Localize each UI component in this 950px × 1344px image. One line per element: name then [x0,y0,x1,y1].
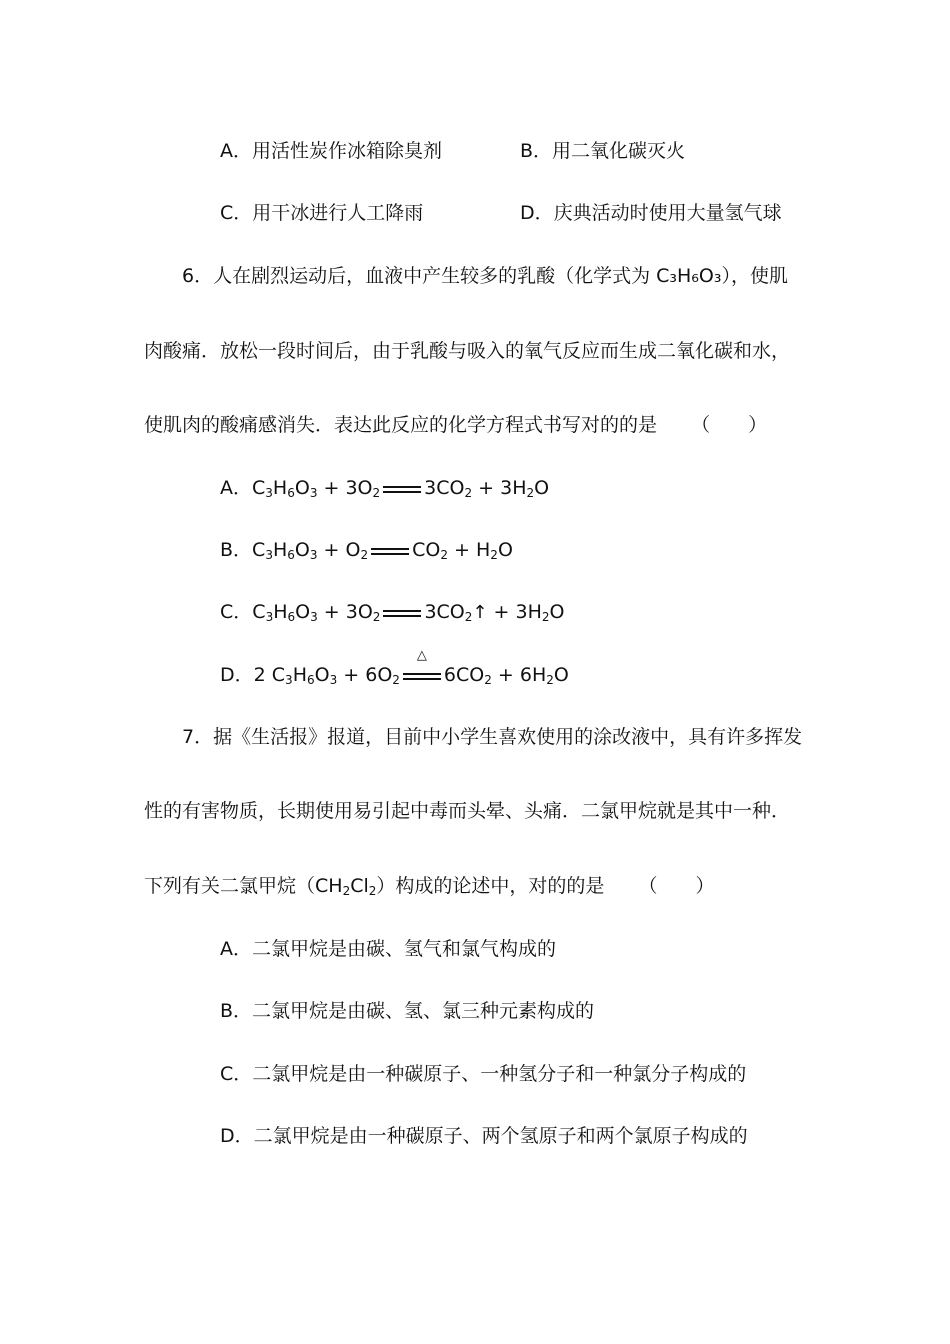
answer-bracket-open: （ [638,875,658,897]
answer-bracket-open: （ [691,414,711,436]
q5-option-b: B．用二氧化碳灭火 [520,140,686,162]
q6-option-a: A．$C_3H_6O_3 + 3O_2$ $3CO_2 + 3H_2O$ [220,477,550,500]
q6-option-b: B．$C_3H_6O_3 + O_2$ $CO_2 + H_2O$ [220,539,513,562]
equals-sign [370,538,410,562]
q7-option-d: D．二氯甲烷是由一种碳原子、两个氢原子和两个氯原子构成的 [220,1125,748,1147]
q7-stem-text-cl: Cl [350,875,369,897]
q7-option-c: C．二氯甲烷是由一种碳原子、一种氢分子和一种氯分子构成的 [220,1063,747,1085]
q7-stem-text-pre: 下列有关二氯甲烷（CH [144,875,343,897]
q7-option-b: B．二氯甲烷是由碳、氢、氯三种元素构成的 [220,1000,595,1022]
q5-option-c: C．用干冰进行人工降雨 [220,202,424,224]
q7-stem-line-3: 下列有关二氯甲烷$(CH_2Cl_2)$构成的论述中，对的的是 （ ） [144,875,715,898]
q6-stem-line-2: 肉酸痛．放松一段时间后，由于乳酸与吸入的氧气反应而生成二氧化碳和水， [144,340,791,362]
q6-stem-text: 使肌肉的酸痛感消失．表达此反应的化学方程式书写对的的是 [144,414,658,436]
equals-sign [382,600,422,624]
q7-stem-line-2: 性的有害物质，长期使用易引起中毒而头晕、头痛．二氯甲烷就是其中一种． [144,800,791,822]
q7-stem-text-end: ）构成的论述中，对的的是 [376,875,605,897]
q6-option-c: C．$C_3H_6O_3 + 3O_2$ $3CO_2↑ + 3H_2O$ [220,601,565,624]
heating-equals-sign [402,648,442,687]
q6-option-d: D．2 $C_3H_6O_3 + 6O_2$ △ $6CO_2 + 6H_2O$ [220,648,569,687]
option-label: D． [220,664,254,686]
delta-icon: △ [416,648,427,663]
option-label: B． [220,539,253,561]
option-label: A． [220,477,252,499]
option-label: C． [220,601,253,623]
q7-option-a: A．二氯甲烷是由碳、氢气和氯气构成的 [220,938,556,960]
q7-stem-line-1: 7．据《生活报》报道，目前中小学生喜欢使用的涂改液中，具有许多挥发 [182,726,803,748]
equals-sign [382,476,422,500]
q6-stem-line-3 [144,413,767,437]
q5-option-d: D．庆典活动时使用大量氢气球 [520,202,782,224]
answer-bracket-close: ） [748,414,768,436]
q5-option-a: A．用活性炭作冰箱除臭剂 [220,140,442,162]
answer-bracket-close: ） [695,875,715,897]
q6-stem-line-1: 6．人在剧烈运动后，血液中产生较多的乳酸（化学式为 C₃H₆O₃），使肌 [182,265,788,287]
gas-arrow-icon: ↑ [472,602,488,623]
